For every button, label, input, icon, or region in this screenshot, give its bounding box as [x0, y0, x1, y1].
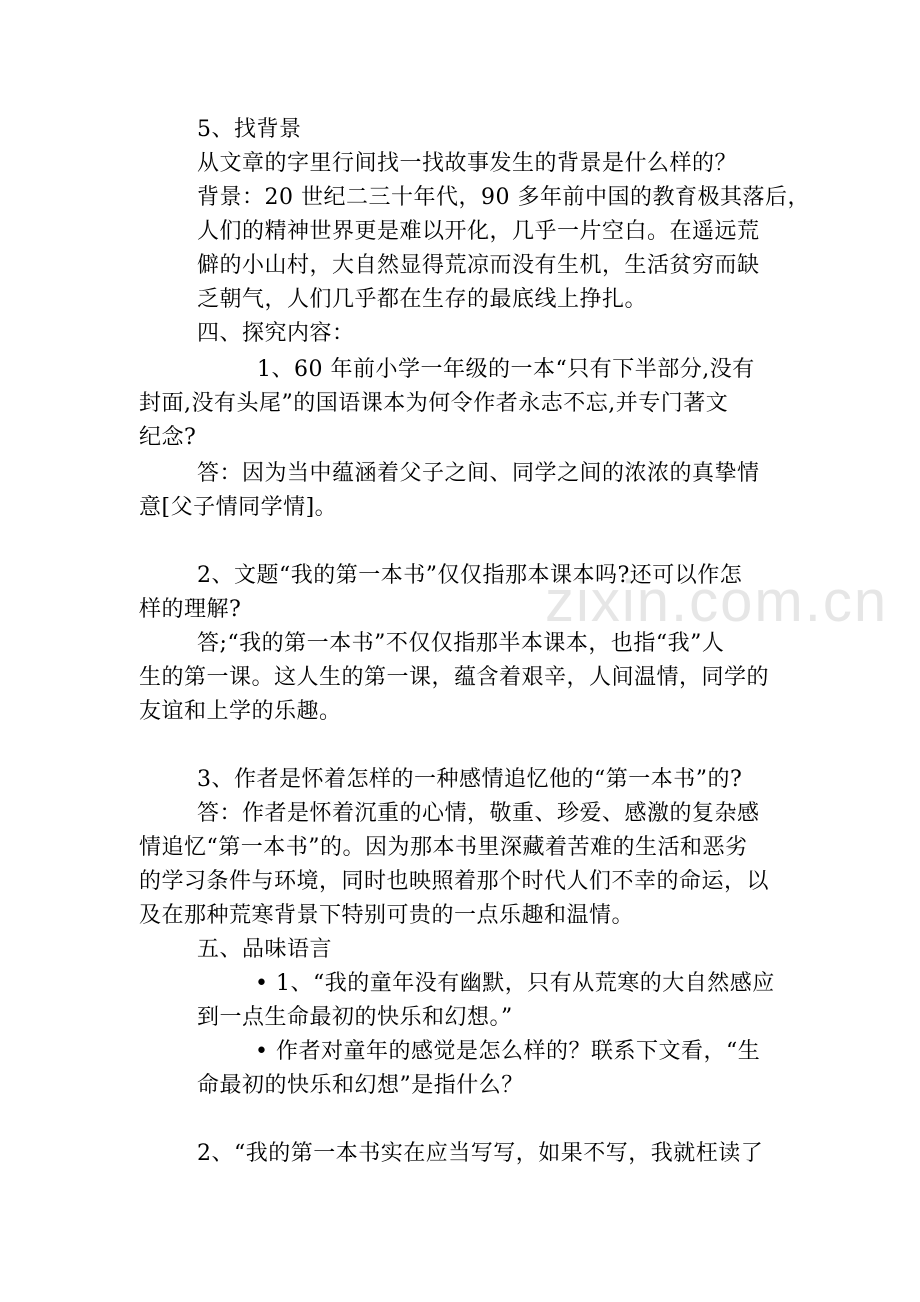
answer-line: 友谊和上学的乐趣。: [139, 699, 342, 724]
answer-line: 生的第一课。这人生的第一课，蕴含着艰辛，人间温情，同学的: [139, 665, 770, 690]
answer-line: 的学习条件与环境，同时也映照着那个时代人们不幸的命运，以: [139, 869, 770, 894]
section-heading-background: 5、找背景: [197, 117, 302, 142]
question-line: 纪念?: [139, 425, 197, 450]
answer-line: 及在那种荒寒背景下特别可贵的一点乐趣和温情。: [139, 903, 635, 928]
question-line: 1、60 年前小学一年级的一本“只有下半部分,没有: [257, 357, 755, 382]
paragraph-line: 僻的小山村，大自然显得荒凉而没有生机，生活贫穷而缺: [197, 253, 760, 278]
bullet-line: 到一点生命最初的快乐和幻想。”: [197, 1005, 513, 1030]
question-line: 3、作者是怀着怎样的一种感情追忆他的“第一本书”的?: [197, 767, 743, 792]
answer-line: 情追忆“第一本书”的。因为那本书里深藏着苦难的生活和恶劣: [139, 835, 748, 860]
bullet-line: • 作者对童年的感觉是怎么样的？联系下文看，“生: [255, 1039, 761, 1064]
answer-line: 答：因为当中蕴涵着父子之间、同学之间的浓浓的真挚情: [197, 461, 760, 486]
answer-line: 意[父子情同学情]。: [139, 495, 338, 520]
paragraph-line: 从文章的字里行间找一找故事发生的背景是什么样的？: [197, 151, 738, 176]
section-heading-explore: 四、探究内容：: [197, 321, 355, 346]
paragraph-line: 背景：20 世纪二三十年代，90 多年前中国的教育极其落后，: [197, 185, 810, 210]
bullet-line: • 1、“我的童年没有幽默，只有从荒寒的大自然感应: [255, 971, 775, 996]
answer-line: 答;“我的第一本书”不仅仅指那半本课本，也指“我”人: [197, 631, 725, 656]
bullet-line: 命最初的快乐和幻想”是指什么？: [197, 1073, 524, 1098]
paragraph-line: 人们的精神世界更是难以开化，几乎一片空白。在遥远荒: [197, 219, 760, 244]
question-line: 2、文题“我的第一本书”仅仅指那本课本吗?还可以作怎: [197, 563, 743, 588]
question-line: 样的理解?: [139, 597, 242, 622]
section-heading-language: 五、品味语言: [197, 937, 333, 962]
answer-line: 答：作者是怀着沉重的心情，敬重、珍爱、感激的复杂感: [197, 801, 760, 826]
paragraph-line: 乏朝气，人们几乎都在生存的最底线上挣扎。: [197, 287, 648, 312]
question-line: 封面,没有头尾”的国语课本为何令作者永志不忘,并专门著文: [139, 391, 729, 416]
watermark: zixin.com.cn: [545, 569, 889, 634]
paragraph-line: 2、“我的第一本书实在应当写写，如果不写，我就枉读了: [197, 1141, 764, 1166]
